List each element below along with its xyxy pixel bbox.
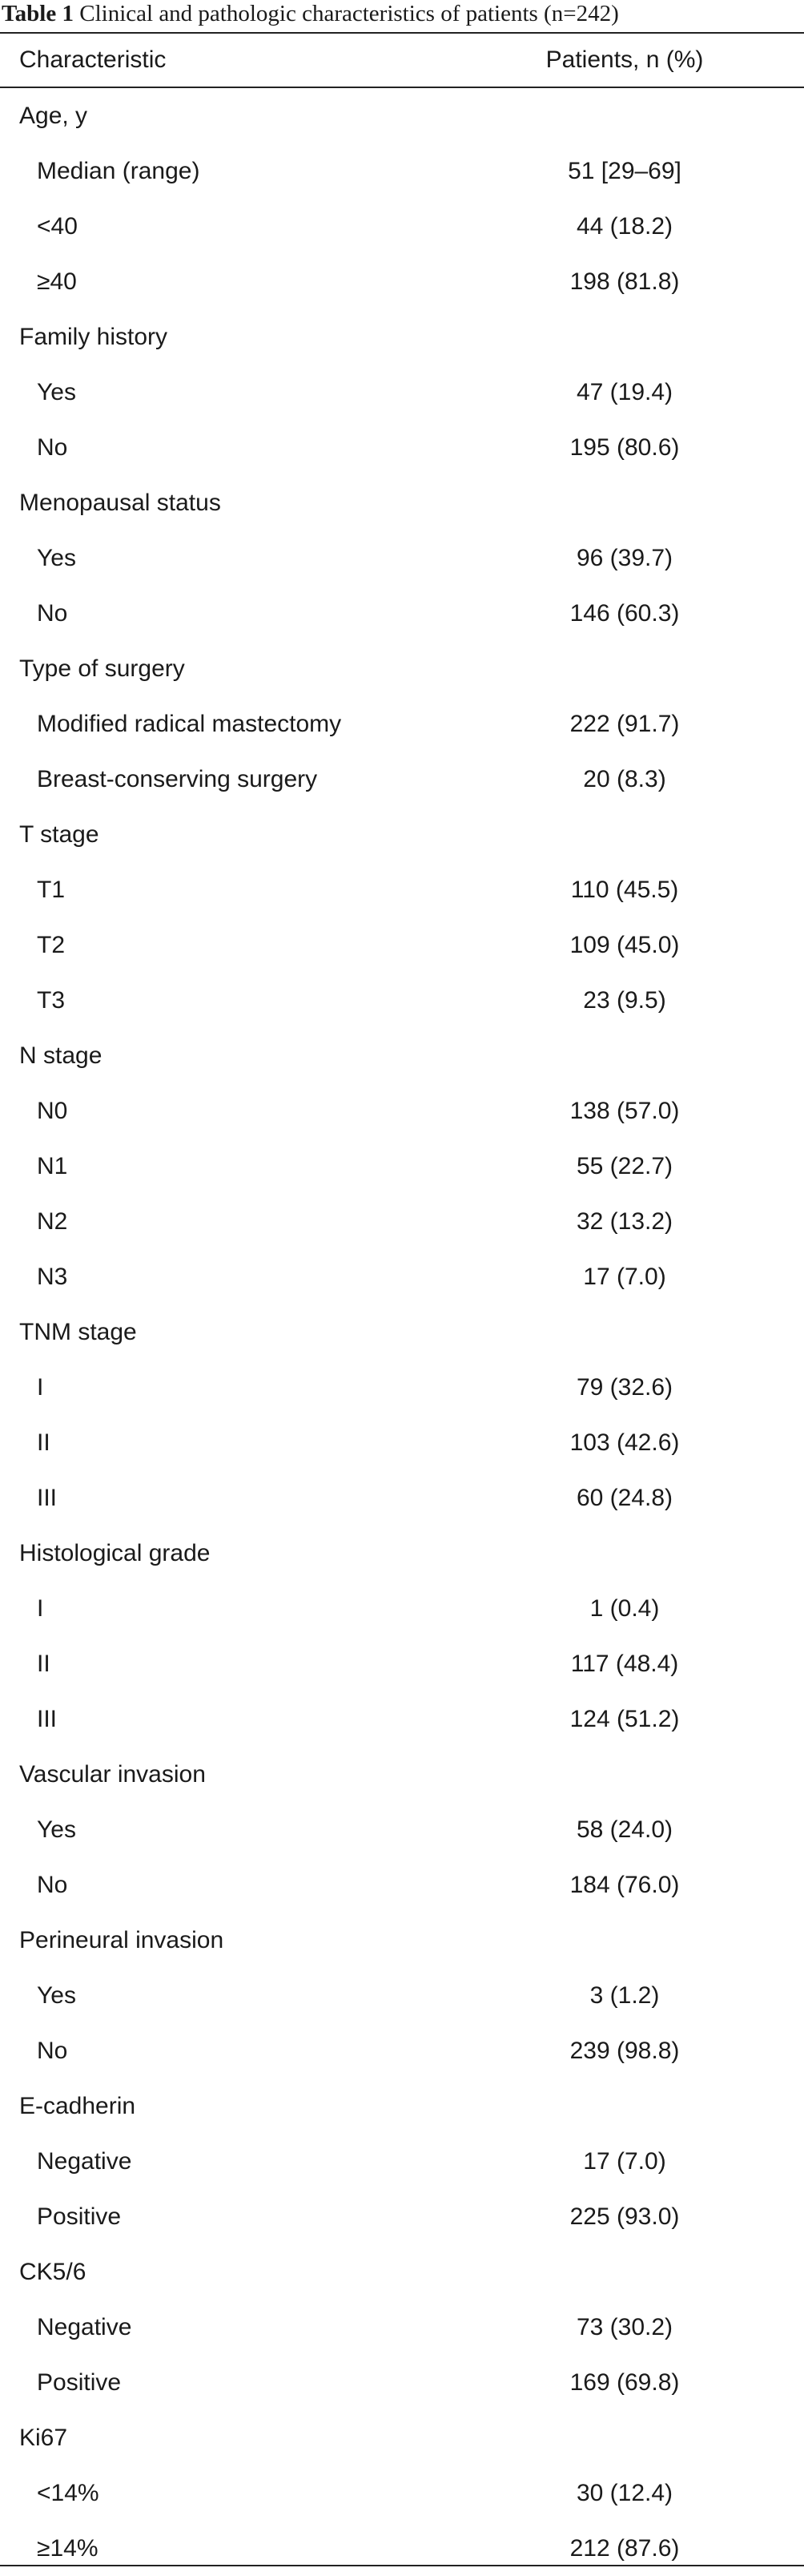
table-row [0, 254, 804, 309]
table-row [0, 862, 804, 917]
row-label: Yes [37, 1816, 76, 1843]
row-value: 20 (8.3) [583, 766, 666, 792]
table-row [0, 2355, 804, 2410]
row-label: T3 [37, 987, 66, 1014]
group-label: N stage [19, 1042, 103, 1069]
row-label: I [37, 1595, 44, 1622]
group-label: Histological grade [19, 1540, 211, 1566]
row-value: 1 (0.4) [589, 1595, 660, 1622]
table-row [0, 2023, 804, 2078]
table-row [0, 1857, 804, 1913]
row-label: ≥40 [37, 268, 77, 295]
table-row [0, 1249, 804, 1304]
group-label: Type of surgery [19, 655, 185, 682]
row-label: ≥14% [37, 2535, 98, 2562]
table-header-row [0, 34, 804, 87]
row-label: Yes [37, 545, 76, 571]
row-value: 47 (19.4) [576, 379, 673, 405]
row-value: 212 (87.6) [569, 2535, 680, 2562]
table-row [0, 1581, 804, 1636]
table-caption-text: Clinical and pathologic characteristics of patients (n=242) [79, 1, 619, 26]
table-row [0, 1636, 804, 1691]
table-group-row [0, 1028, 804, 1083]
table-group-row [0, 1913, 804, 1968]
table-row [0, 696, 804, 752]
row-label: <14% [37, 2480, 99, 2506]
table-row [0, 199, 804, 254]
group-label: Age, y [19, 103, 88, 129]
table-group-row [0, 2410, 804, 2465]
table-row [0, 1194, 804, 1249]
row-label: Yes [37, 1982, 76, 2009]
table-row [0, 1415, 804, 1470]
table-row [0, 973, 804, 1028]
row-label: Breast-conserving surgery [37, 766, 318, 792]
row-label: Median (range) [37, 158, 200, 184]
row-value: 124 (51.2) [569, 1706, 680, 1732]
group-label: Menopausal status [19, 490, 221, 516]
row-value: 55 (22.7) [576, 1153, 673, 1179]
table-body [0, 88, 804, 2576]
row-label: N3 [37, 1264, 68, 1290]
table-row [0, 365, 804, 420]
row-label: T2 [37, 932, 66, 958]
row-value: 30 (12.4) [576, 2480, 673, 2506]
group-label: Ki67 [19, 2425, 68, 2451]
table-row [0, 1470, 804, 1526]
table-group-row [0, 2244, 804, 2300]
row-value: 225 (93.0) [569, 2203, 680, 2230]
row-value: 117 (48.4) [570, 1651, 679, 1677]
table-row [0, 1802, 804, 1857]
group-label: Perineural invasion [19, 1927, 224, 1953]
row-value: 17 (7.0) [583, 2148, 666, 2175]
row-label: No [37, 434, 68, 461]
row-label: II [37, 1429, 50, 1456]
row-value: 17 (7.0) [583, 1264, 666, 1290]
row-label: Positive [37, 2203, 122, 2230]
table-row [0, 752, 804, 807]
row-value: 169 (69.8) [569, 2369, 680, 2396]
row-label: No [37, 2038, 68, 2064]
row-value: 32 (13.2) [576, 1208, 673, 1235]
row-value: 51 [29–69] [568, 158, 681, 184]
row-value: 146 (60.3) [569, 600, 680, 627]
table-group-row [0, 1304, 804, 1360]
row-label: II [37, 1651, 50, 1677]
row-value: 3 (1.2) [589, 1982, 660, 2009]
row-label: Modified radical mastectomy [37, 711, 342, 737]
table-caption [2, 0, 802, 27]
table-row [0, 530, 804, 586]
table-group-row [0, 475, 804, 530]
row-value: 239 (98.8) [569, 2038, 680, 2064]
row-value: 79 (32.6) [576, 1374, 673, 1401]
table-group-row [0, 88, 804, 143]
row-label: Negative [37, 2314, 132, 2340]
row-value: 110 (45.5) [570, 877, 679, 903]
row-value: 222 (91.7) [569, 711, 680, 737]
row-label: N0 [37, 1098, 68, 1124]
row-label: T1 [37, 877, 66, 903]
row-value: 60 (24.8) [576, 1485, 673, 1511]
table-row [0, 1083, 804, 1139]
row-value: 96 (39.7) [576, 545, 673, 571]
row-label: N1 [37, 1153, 68, 1179]
row-value: 103 (42.6) [569, 1429, 680, 1456]
table-row [0, 2300, 804, 2355]
row-label: III [37, 1706, 58, 1732]
group-label: Vascular invasion [19, 1761, 206, 1788]
row-value: 138 (57.0) [569, 1098, 680, 1124]
table-row [0, 1360, 804, 1415]
column-header-patients: Patients, n (%) [545, 46, 704, 73]
table-group-row [0, 807, 804, 862]
table-group-row [0, 641, 804, 696]
group-label: T stage [19, 821, 99, 848]
table-row [0, 143, 804, 199]
group-label: CK5/6 [19, 2259, 86, 2285]
row-label: No [37, 1872, 68, 1898]
row-value: 44 (18.2) [576, 213, 673, 240]
row-label: Positive [37, 2369, 122, 2396]
table-group-row [0, 1747, 804, 1802]
table-group-row [0, 2078, 804, 2134]
row-value: 73 (30.2) [576, 2314, 673, 2340]
row-label: N2 [37, 1208, 68, 1235]
group-label: Family history [19, 324, 168, 350]
group-label: E-cadherin [19, 2093, 136, 2119]
row-label: Yes [37, 379, 76, 405]
table-caption-label: Table 1 [2, 1, 74, 26]
row-value: 58 (24.0) [576, 1816, 673, 1843]
row-label: No [37, 600, 68, 627]
row-label: Negative [37, 2148, 132, 2175]
row-value: 195 (80.6) [569, 434, 680, 461]
table-row [0, 2465, 804, 2521]
table-group-row [0, 1526, 804, 1581]
row-label: <40 [37, 213, 78, 240]
table-row [0, 1691, 804, 1747]
column-header-characteristic: Characteristic [19, 46, 167, 73]
table-row [0, 2134, 804, 2189]
row-label: I [37, 1374, 44, 1401]
table-row [0, 2189, 804, 2244]
row-value: 198 (81.8) [569, 268, 680, 295]
table-row [0, 420, 804, 475]
group-label: TNM stage [19, 1319, 137, 1345]
table-row [0, 2521, 804, 2576]
table-bottom-rule [0, 2565, 804, 2566]
table-row [0, 917, 804, 973]
table-group-row [0, 309, 804, 365]
row-value: 109 (45.0) [569, 932, 680, 958]
row-value: 23 (9.5) [583, 987, 666, 1014]
table-row [0, 1968, 804, 2023]
row-value: 184 (76.0) [569, 1872, 680, 1898]
row-label: III [37, 1485, 58, 1511]
table-row [0, 586, 804, 641]
table-row [0, 1139, 804, 1194]
